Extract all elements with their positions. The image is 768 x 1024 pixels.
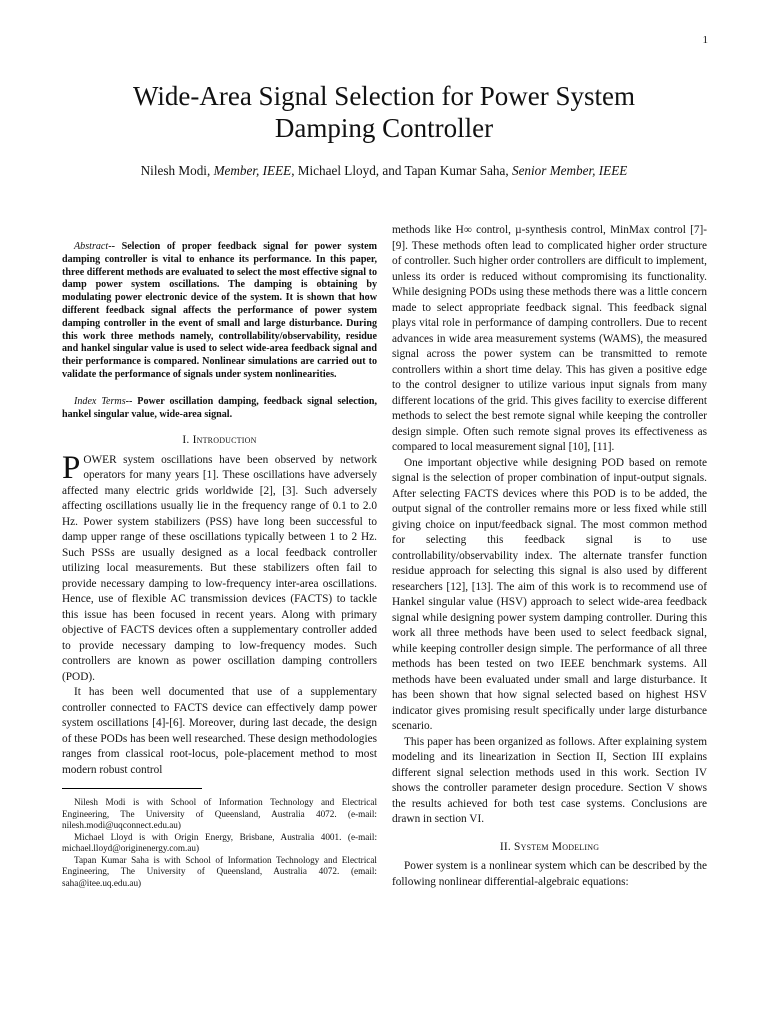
section-heading-system-modeling: II. System Modeling: [499, 840, 600, 853]
paper-title: [60, 80, 708, 144]
author-2-name: , Michael Lloyd, and Tapan Kumar Saha,: [291, 163, 512, 178]
author-2-role: Senior Member, IEEE: [511, 163, 628, 178]
footnote-author-1: Nilesh Modi is with School of Information Technology and Electrical Engineering, The University of Queensland, Australia 4072. (e-mail: nilesh.modi@uqconnect.edu.au): [62, 797, 377, 831]
intro-paragraph-1: [62, 449, 377, 686]
footnote-author-2: Michael Lloyd is with Origin Energy, Brisbane, Australia 4001. (e-mail: michael.lloyd@originenergy.com.au): [62, 831, 377, 854]
title-line-1: Wide-Area Signal Selection for Power System: [132, 81, 636, 111]
footnote-divider: [62, 788, 202, 789]
abstract-text: -- Selection of proper feedback signal for power system damping controller is vital to enhance its performance. In this paper, three different methods are evaluated to select the most effective signal to damp power system oscillations. The damping is obtaining by modulating power electronic device of the system. It is shown that how different feedback signal affects the performance of power system damping controller in the event of small and large disturbance. During this work three methods namely, controllability/observability, residue and hankel singular value is used to select wide-area feedback signal and their performance is compared. Nonlinear simulations are carried out to validate the performance of signals under system nonlinearities.: [62, 241, 377, 380]
page-number: 1: [702, 34, 708, 46]
author-1-name: Nilesh Modi,: [140, 163, 214, 178]
abstract: [62, 241, 377, 382]
abstract-lead: Abstract: [74, 241, 109, 252]
intro-paragraph-5: This paper has been organized as follows. After explaining system modeling and its linearization in Section II, Section III explains different signal selection methods used in this work. Section IV shows the controller parameter design procedure. Section V shows the results achieved for both test case systems. Conclusions are drawn in section VI.: [392, 735, 707, 825]
author-line: [60, 163, 708, 179]
footnotes: [62, 797, 377, 889]
intro-paragraph-4: One important objective while designing POD based on remote signal is the selection of proper combination of input-output signals. After selecting FACTS devices where this POD is to be added, the output signal of the controller remains more or less fixed while still giving choice on input/feedback signal. The most common method for selecting this feedback signal is to use controllability/observability index. The alternate transfer function residue approach for selecting this signal is also used by different researchers [12], [13]. The aim of this work is to recommend use of Hankel singular value (HSV) approach to select wide-area feedback signal while designing power system damping controller. During this work all three methods have been used to select feedback signal, while keeping controller design simple. The performance of all three methods has been tested on two IEEE benchmark systems. All methods have been evaluated under small and large disturbance. It has been shown that how signal selected based on highest HSV indicator gives promising result specifically under large disturbance scenario.: [392, 456, 707, 732]
footnote-author-3: Tapan Kumar Saha is with School of Information Technology and Electrical Engineering, The University of Queensland, Australia 4072. (email: saha@itee.uq.edu.au): [62, 854, 377, 888]
index-terms-text: -- Power oscillation damping, feedback signal selection, hankel singular value, wide-area signal.: [62, 395, 377, 420]
intro-paragraph-1-text: OWER system oscillations have been observed by network operators for many years [1]. These oscillations have adversely affected many electric grids worldwide [2], [3]. Such adversely affecting oscillations usually lie in the frequency range of 0.1 to 2.0 Hz. Power system stabilizers (PSS) have long been successful to damp upper range of these oscillations typically between 1 to 2 Hz. Such PSSs are usually designed as a local feedback controller utilizing local measurements. But these stabilizers often fail to provide necessary damping to low-frequency inter-area oscillations. Hence, use of flexible AC transmission devices (FACTS) to tackle this issue has been focused in recent years. Along with primary objective of FACTS devices often a supplementary controller added to provide necessary damping to low-frequency modes. Such controllers are known as power oscillation damping controllers (POD).: [62, 453, 377, 683]
left-column: [62, 223, 377, 889]
system-modeling-paragraph-1: Power system is a nonlinear system which can be described by the following nonlinear differential-algebraic equations:: [392, 860, 707, 888]
index-terms: [62, 396, 377, 422]
author-1-role: Member, IEEE: [213, 163, 292, 178]
index-terms-lead: Index Terms: [74, 395, 126, 407]
title-line-2: Damping Controller: [274, 113, 494, 143]
drop-cap: P: [62, 449, 81, 486]
intro-paragraph-2: It has been well documented that use of a supplementary controller connected to FACTS device can effectively damp power system oscillations [4]-[6]. Moreover, during last decade, the design of these PODs has been well researched. These design methodologies ranges from classical root-locus, pole-placement method to most modern robust control: [62, 686, 377, 776]
intro-paragraph-3: methods like H∞ control, µ-synthesis control, MinMax control [7]-[9]. These methods often lead to complicated higher order structure of controller. Such higher order controllers are difficult to implement, unless its order is reduced without compromising its functionality. While designing PODs using these methods there was a little concern made to select appropriate feedback signal. This feedback signal plays vital role in performance of damping controllers. Due to recent advances in wide area measurement systems (WAMS), the measured signal across the power system can be transmitted to remote controllers within a short time delay. This has given a positive edge to the control designer to utilize various input signals from many different locations of the grid. This gives facility to exercise different methods to select the best remote signal while keeping the controller design simple. Often such remote signal proves its effectiveness as compared to local measurement signal [10], [11].: [392, 224, 707, 453]
section-heading-introduction: I. Introduction: [182, 434, 257, 447]
right-column: [392, 223, 707, 890]
